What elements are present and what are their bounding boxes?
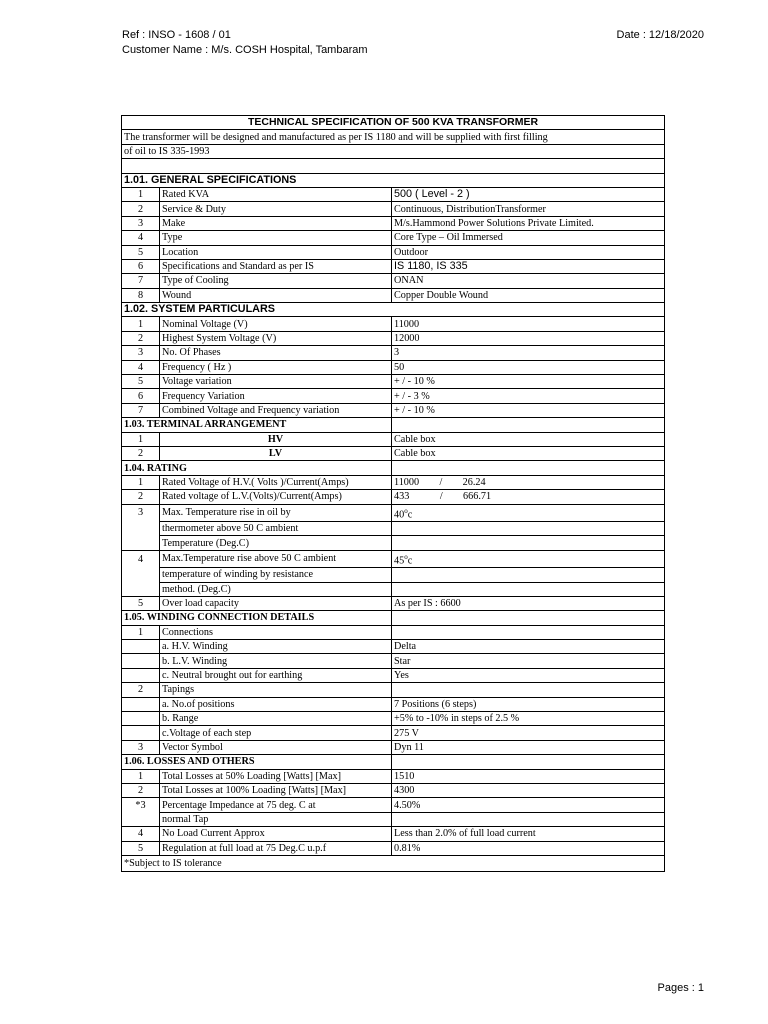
- parameter-label: Make: [160, 216, 392, 230]
- table-row: [122, 403, 665, 417]
- table-row: [122, 726, 665, 740]
- row-number: 2: [122, 490, 160, 504]
- parameter-value: Core Type – Oil Immersed: [392, 231, 665, 245]
- row-number: 4: [122, 827, 160, 841]
- parameter-value: Dyn 11: [392, 740, 665, 754]
- section-heading-row: [122, 461, 665, 475]
- parameter-label: Percentage Impedance at 75 deg. C at: [160, 798, 392, 812]
- section-heading-winding: 1.05. WINDING CONNECTION DETAILS: [122, 611, 392, 625]
- parameter-value: Yes: [392, 668, 665, 682]
- row-number: 6: [122, 389, 160, 403]
- row-number: 3: [122, 346, 160, 360]
- parameter-label: a. No.of positions: [160, 697, 392, 711]
- parameter-value: Copper Double Wound: [392, 288, 665, 302]
- table-row: [122, 389, 665, 403]
- table-row: [122, 202, 665, 216]
- section-heading-losses: 1.06. LOSSES AND OTHERS: [122, 755, 392, 769]
- table-row: [122, 245, 665, 259]
- section-heading-row: [122, 611, 665, 625]
- parameter-label: Connections: [160, 625, 392, 639]
- footnote: *Subject to IS tolerance: [122, 855, 665, 871]
- parameter-value: M/s.Hammond Power Solutions Private Limited.: [392, 216, 665, 230]
- row-number: 4: [122, 550, 160, 567]
- parameter-value: + / - 3 %: [392, 389, 665, 403]
- table-row: [122, 740, 665, 754]
- parameter-label: c. Neutral brought out for earthing: [160, 668, 392, 682]
- table-row: [122, 346, 665, 360]
- section-heading-row: [122, 755, 665, 769]
- parameter-label: c.Voltage of each step: [160, 726, 392, 740]
- table-row: [122, 625, 665, 639]
- parameter-label: HV: [160, 432, 392, 446]
- table-row: [122, 683, 665, 697]
- parameter-label: Max.Temperature rise above 50 C ambient: [160, 550, 392, 567]
- section-heading-row: [122, 418, 665, 432]
- row-number: 5: [122, 841, 160, 855]
- parameter-label: Tapings: [160, 683, 392, 697]
- row-number: 4: [122, 231, 160, 245]
- parameter-label: Combined Voltage and Frequency variation: [160, 403, 392, 417]
- row-number: 2: [122, 446, 160, 460]
- parameter-value: 45$^o$c: [392, 550, 665, 567]
- table-row: [122, 769, 665, 783]
- table-row: [122, 521, 665, 535]
- parameter-label: method. (Deg.C): [160, 582, 392, 596]
- parameter-value: 3: [392, 346, 665, 360]
- intro-line-1: The transformer will be designed and manufactured as per IS 1180 and will be supplied with first filling: [122, 130, 665, 144]
- footnote-row: [122, 855, 665, 871]
- table-row: [122, 446, 665, 460]
- table-row: [122, 550, 665, 567]
- row-number: 6: [122, 259, 160, 273]
- section-heading-row: [122, 303, 665, 317]
- customer-name: Customer Name : M/s. COSH Hospital, Tambaram: [122, 44, 368, 56]
- table-row: [122, 475, 665, 489]
- parameter-value: 500 ( Level - 2 ): [392, 187, 665, 201]
- table-row: [122, 187, 665, 201]
- parameter-label: LV: [160, 446, 392, 460]
- row-number: 2: [122, 783, 160, 797]
- row-number: 5: [122, 596, 160, 610]
- table-row: [122, 360, 665, 374]
- parameter-value: Outdoor: [392, 245, 665, 259]
- row-number: 8: [122, 288, 160, 302]
- table-row: [122, 827, 665, 841]
- table-row: [122, 317, 665, 331]
- table-row: [122, 697, 665, 711]
- row-number: 2: [122, 331, 160, 345]
- row-number: 5: [122, 375, 160, 389]
- table-row: [122, 783, 665, 797]
- row-number: *3: [122, 798, 160, 812]
- parameter-label: Frequency ( Hz ): [160, 360, 392, 374]
- parameter-label: a. H.V. Winding: [160, 640, 392, 654]
- parameter-label: temperature of winding by resistance: [160, 568, 392, 582]
- table-row: [122, 812, 665, 826]
- parameter-label: Rated Voltage of H.V.( Volts )/Current(Amps): [160, 475, 392, 489]
- table-row: [122, 712, 665, 726]
- table-row: [122, 596, 665, 610]
- parameter-label: Type: [160, 231, 392, 245]
- row-number: 1: [122, 432, 160, 446]
- title-row: [122, 116, 665, 130]
- parameter-value: + / - 10 %: [392, 403, 665, 417]
- spacer-row: [122, 159, 665, 173]
- parameter-value: 1510: [392, 769, 665, 783]
- row-number: 1: [122, 625, 160, 639]
- table-row: [122, 536, 665, 550]
- section-heading-system: 1.02. SYSTEM PARTICULARS: [122, 303, 665, 317]
- row-number: 1: [122, 317, 160, 331]
- parameter-label: Frequency Variation: [160, 389, 392, 403]
- parameter-label: Max. Temperature rise in oil by: [160, 504, 392, 521]
- parameter-label: Voltage variation: [160, 375, 392, 389]
- intro-line-2: of oil to IS 335-1993: [122, 144, 665, 158]
- parameter-label: Nominal Voltage (V): [160, 317, 392, 331]
- parameter-label: Type of Cooling: [160, 274, 392, 288]
- row-number: 4: [122, 360, 160, 374]
- parameter-label: Service & Duty: [160, 202, 392, 216]
- table-row: [122, 231, 665, 245]
- row-number: 1: [122, 187, 160, 201]
- parameter-label: Total Losses at 100% Loading [Watts] [Max]: [160, 783, 392, 797]
- row-number: 1: [122, 475, 160, 489]
- table-row: [122, 640, 665, 654]
- parameter-value: +5% to -10% in steps of 2.5 %: [392, 712, 665, 726]
- parameter-value: 11000 / 26.24: [392, 475, 665, 489]
- table-row: [122, 568, 665, 582]
- parameter-value: As per IS : 6600: [392, 596, 665, 610]
- table-row: [122, 841, 665, 855]
- table-row: [122, 274, 665, 288]
- specification-table: [121, 115, 665, 872]
- row-number: 2: [122, 683, 160, 697]
- parameter-value: 275 V: [392, 726, 665, 740]
- parameter-label: No Load Current Approx: [160, 827, 392, 841]
- intro-row: [122, 130, 665, 144]
- table-row: [122, 216, 665, 230]
- document-title: TECHNICAL SPECIFICATION OF 500 KVA TRANSFORMER: [122, 116, 665, 130]
- row-number: 3: [122, 216, 160, 230]
- row-number: 5: [122, 245, 160, 259]
- parameter-label: Vector Symbol: [160, 740, 392, 754]
- parameter-value: 433 / 666.71: [392, 490, 665, 504]
- table-row: [122, 432, 665, 446]
- parameter-label: Location: [160, 245, 392, 259]
- page-count: Pages : 1: [657, 982, 704, 994]
- table-row: [122, 582, 665, 596]
- row-number: 7: [122, 274, 160, 288]
- parameter-label: Temperature (Deg.C): [160, 536, 392, 550]
- table-row: [122, 654, 665, 668]
- parameter-value: + / - 10 %: [392, 375, 665, 389]
- table-row: [122, 504, 665, 521]
- parameter-value: Cable box: [392, 432, 665, 446]
- parameter-value: Delta: [392, 640, 665, 654]
- table-row: [122, 490, 665, 504]
- parameter-label: normal Tap: [160, 812, 392, 826]
- parameter-label: b. L.V. Winding: [160, 654, 392, 668]
- parameter-label: No. Of Phases: [160, 346, 392, 360]
- parameter-label: Total Losses at 50% Loading [Watts] [Max]: [160, 769, 392, 783]
- parameter-value: IS 1180, IS 335: [392, 259, 665, 273]
- parameter-value: 4.50%: [392, 798, 665, 812]
- parameter-value: 12000: [392, 331, 665, 345]
- parameter-label: b. Range: [160, 712, 392, 726]
- row-number: 1: [122, 769, 160, 783]
- parameter-value: Cable box: [392, 446, 665, 460]
- reference-number: Ref : INSO - 1608 / 01: [122, 29, 231, 41]
- table-row: [122, 331, 665, 345]
- parameter-value: 7 Positions (6 steps): [392, 697, 665, 711]
- parameter-label: Wound: [160, 288, 392, 302]
- row-number: 3: [122, 504, 160, 521]
- table-row: [122, 259, 665, 273]
- parameter-label: Over load capacity: [160, 596, 392, 610]
- section-heading-general: 1.01. GENERAL SPECIFICATIONS: [122, 173, 665, 187]
- parameter-value: 40$^o$c: [392, 504, 665, 521]
- parameter-label: Rated KVA: [160, 187, 392, 201]
- document-date: Date : 12/18/2020: [616, 29, 704, 41]
- parameter-label: Specifications and Standard as per IS: [160, 259, 392, 273]
- parameter-label: Regulation at full load at 75 Deg.C u.p.f: [160, 841, 392, 855]
- parameter-value: 11000: [392, 317, 665, 331]
- parameter-value: Less than 2.0% of full load current: [392, 827, 665, 841]
- table-row: [122, 288, 665, 302]
- section-heading-terminal: 1.03. TERMINAL ARRANGEMENT: [122, 418, 392, 432]
- parameter-label: thermometer above 50 C ambient: [160, 521, 392, 535]
- parameter-value: 4300: [392, 783, 665, 797]
- section-heading-rating: 1.04. RATING: [122, 461, 392, 475]
- parameter-label: Highest System Voltage (V): [160, 331, 392, 345]
- section-heading-row: [122, 173, 665, 187]
- parameter-value: ONAN: [392, 274, 665, 288]
- parameter-value: Continuous, DistributionTransformer: [392, 202, 665, 216]
- row-number: 2: [122, 202, 160, 216]
- row-number: 3: [122, 740, 160, 754]
- parameter-value: Star: [392, 654, 665, 668]
- intro-row: [122, 144, 665, 158]
- table-row: [122, 668, 665, 682]
- parameter-label: Rated voltage of L.V.(Volts)/Current(Amps): [160, 490, 392, 504]
- parameter-value: 50: [392, 360, 665, 374]
- row-number: 7: [122, 403, 160, 417]
- parameter-value: 0.81%: [392, 841, 665, 855]
- table-row: [122, 375, 665, 389]
- table-row: [122, 798, 665, 812]
